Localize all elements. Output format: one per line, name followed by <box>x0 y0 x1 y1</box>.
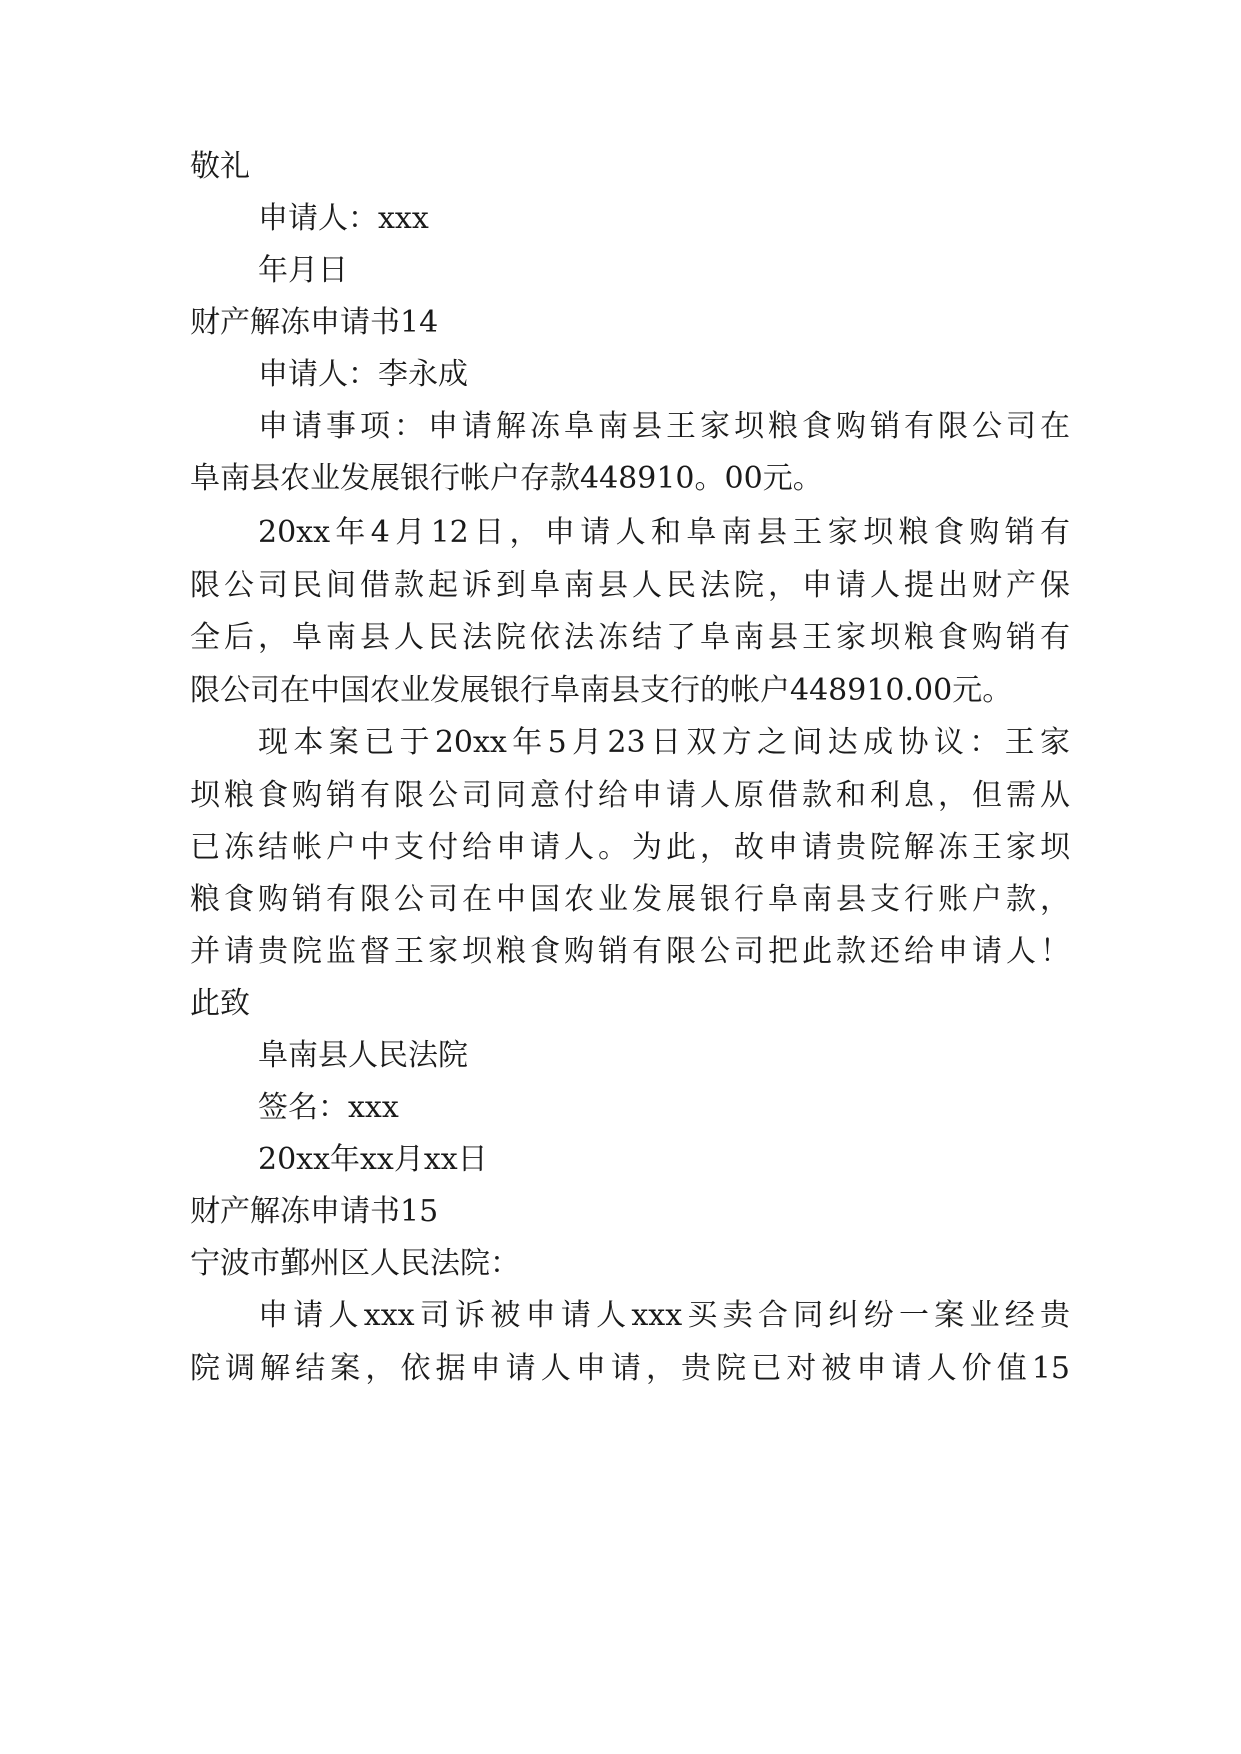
body-paragraph-line: 20xx年4月12日，申请人和阜南县王家坝粮食购销有 <box>258 515 1070 550</box>
addressee-court: 阜南县人民法院 <box>258 1038 468 1073</box>
date-placeholder: 年月日 <box>258 253 348 288</box>
section-title-15: 财产解冻申请书15 <box>190 1194 439 1229</box>
closing-phrase: 此致 <box>190 986 250 1021</box>
body-paragraph-line: 已冻结帐户中支付给申请人。为此，故申请贵院解冻王家坝 <box>190 830 1070 865</box>
applicant-signature: 申请人：xxx <box>258 201 429 236</box>
body-paragraph-line: 粮食购销有限公司在中国农业发展银行阜南县支行账户款， <box>190 882 1070 917</box>
body-paragraph-line: 院调解结案，依据申请人申请，贵院已对被申请人价值15 <box>190 1351 1070 1386</box>
closing-salutation: 敬礼 <box>190 149 250 184</box>
body-paragraph-line: 并请贵院监督王家坝粮食购销有限公司把此款还给申请人！ <box>190 934 1070 969</box>
applicant-name: 申请人：李永成 <box>258 357 468 392</box>
body-paragraph-line: 现本案已于20xx年5月23日双方之间达成协议：王家 <box>258 725 1070 760</box>
body-paragraph-line: 限公司民间借款起诉到阜南县人民法院，申请人提出财产保 <box>190 568 1070 603</box>
addressee-court: 宁波市鄞州区人民法院： <box>190 1246 520 1281</box>
body-paragraph-line: 申请人xxx司诉被申请人xxx买卖合同纠纷一案业经贵 <box>258 1298 1070 1333</box>
body-paragraph-line: 坝粮食购销有限公司同意付给申请人原借款和利息，但需从 <box>190 778 1070 813</box>
request-item-line: 申请事项：申请解冻阜南县王家坝粮食购销有限公司在 <box>258 409 1070 444</box>
body-paragraph-line: 限公司在中国农业发展银行阜南县支行的帐户448910.00元。 <box>190 673 1013 708</box>
section-title-14: 财产解冻申请书14 <box>190 305 439 340</box>
signature-line: 签名：xxx <box>258 1090 399 1125</box>
request-item-line: 阜南县农业发展银行帐户存款448910。00元。 <box>190 461 823 496</box>
date-line: 20xx年xx月xx日 <box>258 1142 488 1177</box>
body-paragraph-line: 全后，阜南县人民法院依法冻结了阜南县王家坝粮食购销有 <box>190 620 1070 655</box>
